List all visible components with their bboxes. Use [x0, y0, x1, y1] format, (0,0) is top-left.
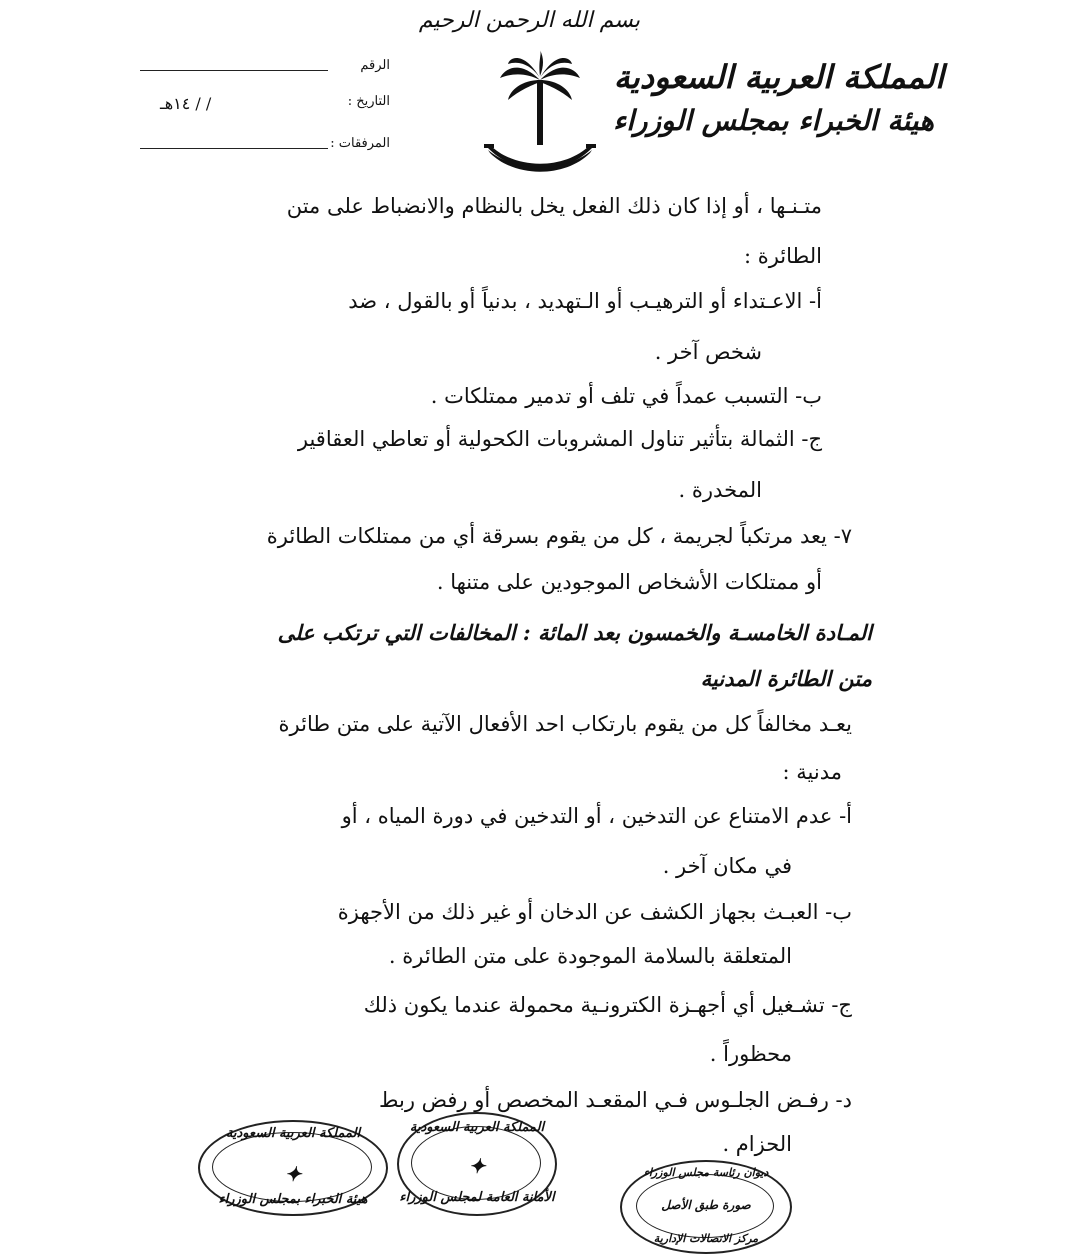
body-line: محظوراً . [709, 1042, 792, 1066]
official-stamp [397, 1112, 557, 1216]
body-line: الطائرة : [743, 244, 822, 268]
body-line: يعـد مخالفاً كل من يقوم بارتكاب احد الأفعال الآتية على متن طائرة [278, 712, 852, 736]
body-line: المتعلقة بالسلامة الموجودة على متن الطائرة . [388, 944, 792, 968]
list-item-b: ب- العبـث بجهاز الكشف عن الدخان أو غير ذلك من الأجهزة [337, 900, 852, 924]
date-line [140, 94, 390, 114]
list-item-d: د- رفـض الجلـوس فـي المقعـد المخصص أو رفض ربط [379, 1088, 852, 1112]
body-line: في مكان آخر . [662, 854, 792, 878]
basmala: بسم الله الرحمن الرحيم [418, 8, 640, 33]
stamp-bottom-text: هيئة الخبراء بمجلس الوزراء [218, 1192, 368, 1207]
stamp-middle-text: صورة طبق الأصل [661, 1198, 751, 1212]
article-heading-cont: متن الطائرة المدنية [700, 666, 872, 691]
official-stamp [198, 1120, 388, 1216]
body-line: المخدرة . [678, 478, 762, 502]
article-heading: المـادة الخامسـة والخمسون بعد المائة : المخالفات التي ترتكب على [277, 620, 872, 645]
attachments-line [140, 136, 390, 156]
stamp-bottom-text: الأمانة العامة لمجلس الوزراء [399, 1190, 555, 1205]
list-item-c: ج- الثمالة بتأثير تناول المشروبات الكحولية أو تعاطي العقاقير [297, 427, 822, 451]
reference-number-label: الرقم [360, 58, 390, 73]
body-line: مدنية : [782, 760, 842, 784]
date-value: / / ١٤هـ [160, 94, 212, 113]
official-stamp [620, 1160, 792, 1254]
attachments-rule [140, 148, 328, 149]
reference-number-rule [140, 70, 328, 71]
stamp-emblem-icon: ✦ [284, 1162, 302, 1186]
stamp-bottom-text: مركز الاتصالات الإدارية [653, 1232, 759, 1245]
list-item-7: ٧- يعد مرتكباً لجريمة ، كل من يقوم بسرقة أي من ممتلكات الطائرة [266, 524, 852, 548]
body-line: متـنـها ، أو إذا كان ذلك الفعل يخل بالنظام والانضباط على متن [286, 194, 822, 218]
body-line: أو ممتلكات الأشخاص الموجودين على متنها . [436, 570, 822, 594]
body-line: الحزام . [722, 1132, 792, 1156]
stamp-top-text: المملكة العربية السعودية [225, 1126, 361, 1141]
organization-name-line1: المملكة العربية السعودية [613, 58, 944, 96]
list-item-a: أ- الاعـتداء أو الترهيـب أو الـتهديد ، بدنياً أو بالقول ، ضد [348, 289, 822, 313]
list-item-c: ج- تشـغيل أي أجهـزة الكترونـية محمولة عندما يكون ذلك [363, 993, 852, 1017]
list-item-a: أ- عدم الامتناع عن التدخين ، أو التدخين في دورة المياه ، أو [341, 804, 852, 828]
list-item-b: ب- التسبب عمداً في تلف أو تدمير ممتلكات . [430, 384, 822, 408]
body-line: شخص آخر . [654, 340, 762, 364]
organization-name-line2: هيئة الخبراء بمجلس الوزراء [613, 104, 934, 137]
stamp-top-text: ديوان رئاسة مجلس الوزراء [643, 1166, 769, 1179]
stamp-emblem-icon: ✦ [468, 1154, 486, 1178]
emblem-palm-swords-icon [480, 50, 600, 180]
date-label: التاريخ : [347, 94, 390, 109]
stamp-top-text: المملكة العربية السعودية [409, 1120, 545, 1135]
attachments-label: المرفقات : [330, 136, 390, 151]
reference-number-line [140, 58, 390, 78]
